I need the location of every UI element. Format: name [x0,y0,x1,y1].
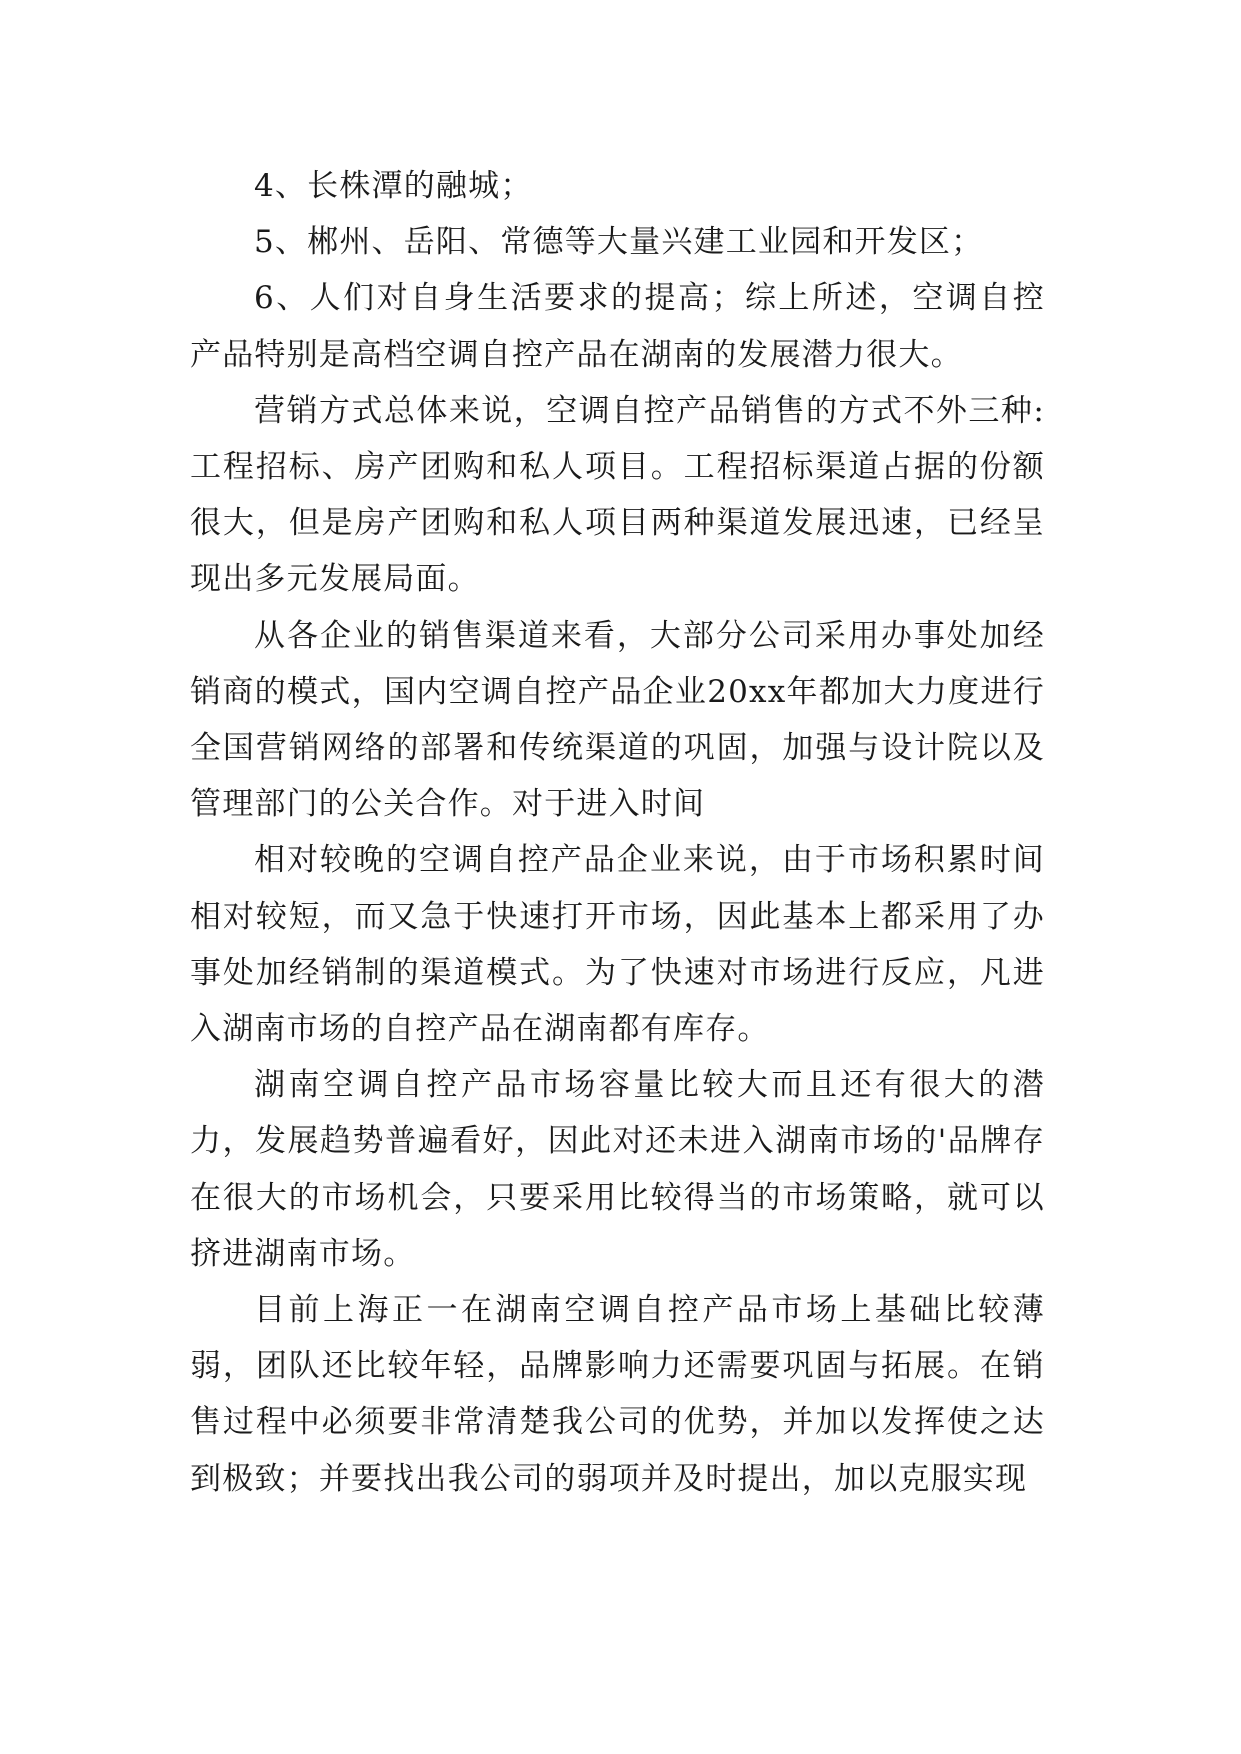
paragraph-late-entrants: 相对较晚的空调自控产品企业来说，由于市场积累时间相对较短，而又急于快速打开市场，因此基本上都采用了办事处加经销制的渠道模式。为了快速对市场进行反应，凡进入湖南市场的自控产品在湖南都有库存。 [190,842,1045,1048]
document-body [190,158,1045,1507]
paragraph-market-capacity: 湖南空调自控产品市场容量比较大而且还有很大的潜力，发展趋势普遍看好，因此对还未进入湖南市场的'品牌存在很大的市场机会，只要采用比较得当的市场策略，就可以挤进湖南市场。 [190,1067,1045,1272]
paragraph-item-4: 4、长株潭的融城； [254,168,533,204]
paragraph-item-6: 6、人们对自身生活要求的提高；综上所述，空调自控产品特别是高档空调自控产品在湖南的发展潜力很大。 [190,280,1045,373]
paragraph-sales-channels: 从各企业的销售渠道来看，大部分公司采用办事处加经销商的模式，国内空调自控产品企业20xx年都加大力度进行全国营销网络的部署和传统渠道的巩固，加强与设计院以及管理部门的公关合作。对于进入时间 [190,617,1045,823]
paragraph-marketing-methods: 营销方式总体来说，空调自控产品销售的方式不外三种:工程招标、房产团购和私人项目。工程招标渠道占据的份额很大，但是房产团购和私人项目两种渠道发展迅速，已经呈现出多元发展局面。 [190,392,1045,598]
paragraph-company-position: 目前上海正一在湖南空调自控产品市场上基础比较薄弱，团队还比较年轻，品牌影响力还需要巩固与拓展。在销售过程中必须要非常清楚我公司的优势，并加以发挥使之达到极致；并要找出我公司的弱项并及时提出，加以克服实现 [190,1292,1045,1497]
paragraph-item-5: 5、郴州、岳阳、常德等大量兴建工业园和开发区； [254,224,984,261]
